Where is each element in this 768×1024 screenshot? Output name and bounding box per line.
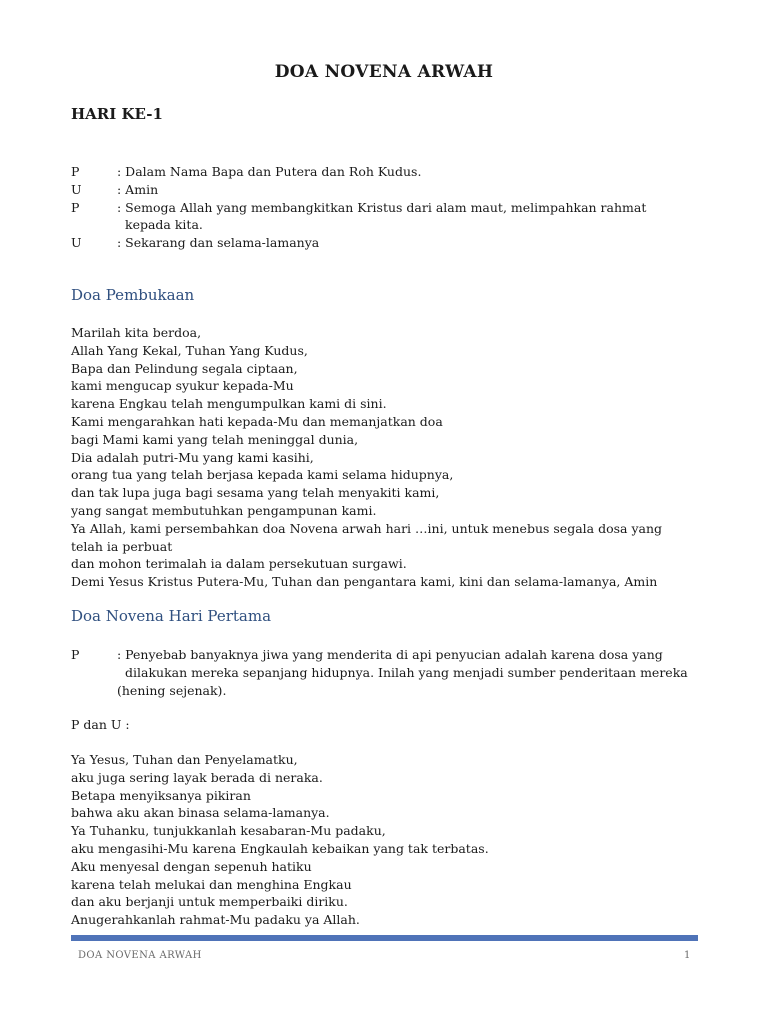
footer-title: DOA NOVENA ARWAH — [78, 950, 202, 961]
dialogue-line: : Semoga Allah yang membangkitkan Kristus dari alam maut, melimpahkan rahmat — [117, 199, 647, 215]
prayer-line: Aku menyesal dengan sepenuh hatiku — [71, 858, 312, 874]
prayer-line: Anugerahkanlah rahmat-Mu padaku ya Allah. — [71, 912, 360, 928]
prayer-line: aku juga sering layak berada di neraka. — [71, 769, 323, 785]
prayer-line: Ya Yesus, Tuhan dan Penyelamatku, — [71, 752, 298, 767]
speaker-label: P — [71, 164, 80, 179]
prayer-line: bagi Mami kami yang telah meninggal dunia, — [71, 431, 359, 447]
prayer-line: Kami mengarahkan hati kepada-Mu dan memanjatkan doa — [71, 413, 443, 429]
prayer-line: dan tak lupa juga bagi sesama yang telah menyakiti kami, — [71, 485, 440, 501]
dialogue-line: : Dalam Nama Bapa dan Putera dan Roh Kudus. — [117, 164, 422, 179]
dialogue-line: : Sekarang dan selama-lamanya — [117, 235, 320, 251]
dialogue-line: kepada kita. — [125, 217, 203, 233]
doa-pembukaan-text — [71, 324, 711, 591]
section-heading-doa-novena-hari-pertama: Doa Novena Hari Pertama — [71, 607, 272, 625]
speaker-label: P — [71, 199, 80, 215]
dialogue-line: : Penyebab banyaknya jiwa yang menderita di api penyucian adalah karena dosa yang — [117, 647, 663, 662]
prayer-line: Dia adalah putri-Mu yang kami kasihi, — [71, 449, 314, 465]
prayer-line: orang tua yang telah berjasa kepada kami selama hidupnya, — [71, 467, 454, 483]
novena-dialogue — [71, 646, 711, 699]
dialogue-text — [117, 646, 711, 699]
dialogue-line: (hening sejenak). — [117, 682, 227, 698]
dialogue-row — [71, 181, 711, 199]
day-heading: HARI KE-1 — [71, 105, 163, 123]
prayer-line: telah ia perbuat — [71, 538, 173, 554]
prayer-line: dan mohon terimalah ia dalam persekutuan surgawi. — [71, 556, 407, 572]
footer-divider — [71, 935, 698, 941]
prayer-line: Betapa menyiksanya pikiran — [71, 787, 251, 803]
dialogue-text — [117, 199, 711, 235]
dialogue-row — [71, 234, 711, 252]
dialogue-line: : Amin — [117, 181, 159, 197]
prayer-line: yang sangat membutuhkan pengampunan kami. — [71, 502, 377, 518]
prayer-line: Bapa dan Pelindung segala ciptaan, — [71, 360, 298, 376]
prayer-line: Ya Tuhanku, tunjukkanlah kesabaran-Mu padaku, — [71, 823, 386, 839]
response-label: P dan U : — [71, 717, 130, 732]
section-heading-doa-pembukaan: Doa Pembukaan — [71, 286, 195, 304]
dialogue-text — [117, 181, 711, 199]
speaker-label: U — [71, 235, 82, 251]
dialogue-text — [117, 234, 711, 252]
prayer-line: Marilah kita berdoa, — [71, 325, 202, 340]
dialogue-row — [71, 199, 711, 235]
prayer-line: Allah Yang Kekal, Tuhan Yang Kudus, — [71, 342, 308, 358]
dialogue-row — [71, 163, 711, 181]
prayer-line: bahwa aku akan binasa selama-lamanya. — [71, 805, 330, 821]
opening-dialogue — [71, 163, 711, 252]
novena-prayer-text — [71, 751, 711, 929]
dialogue-line: dilakukan mereka sepanjang hidupnya. Inilah yang menjadi sumber penderitaan mereka — [125, 664, 688, 680]
page-number: 1 — [684, 950, 691, 961]
prayer-line: aku mengasihi-Mu karena Engkaulah kebaikan yang tak terbatas. — [71, 840, 489, 856]
prayer-line: Demi Yesus Kristus Putera-Mu, Tuhan dan pengantara kami, kini dan selama-lamanya, Amin — [71, 574, 658, 590]
speaker-label: P — [71, 647, 80, 662]
prayer-line: karena Engkau telah mengumpulkan kami di sini. — [71, 396, 387, 412]
prayer-line: dan aku berjanji untuk memperbaiki diriku. — [71, 894, 348, 910]
dialogue-text — [117, 163, 711, 181]
speaker-label: U — [71, 181, 82, 197]
prayer-line: kami mengucap syukur kepada-Mu — [71, 378, 294, 394]
prayer-line: karena telah melukai dan menghina Engkau — [71, 876, 352, 892]
dialogue-row — [71, 646, 711, 699]
prayer-line: Ya Allah, kami persembahkan doa Novena arwah hari …ini, untuk menebus segala dosa yang — [71, 520, 663, 536]
document-title: DOA NOVENA ARWAH — [274, 62, 494, 82]
